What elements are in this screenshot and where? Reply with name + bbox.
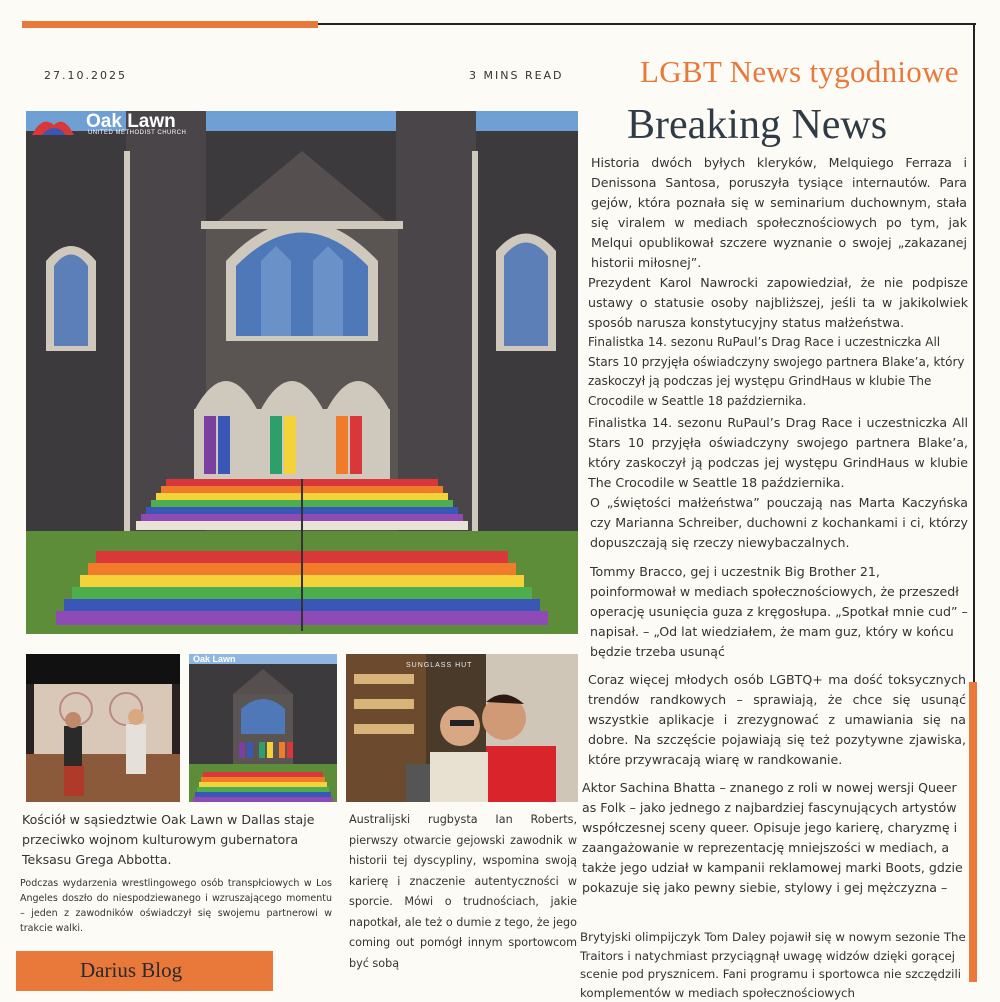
article-7: Coraz więcej młodych osób LGBTQ+ ma dość toksycznych trendów randkowych – sprawiają, że chce się usunąć wszystkie aplikacje i zrezygnować z umawiania się na dobre. Na szczęście pojawiają się też pozytywne zjawiska, które przywracają wiarę w randkowanie. <box>588 672 966 767</box>
thumbnail-church-sign: Oak Lawn <box>193 654 236 664</box>
read-time: 3 MINS READ <box>469 69 564 82</box>
store-sign: SUNGLASS HUT <box>406 662 473 669</box>
church-logo-icon <box>28 113 78 137</box>
page-headline: Breaking News <box>627 102 888 148</box>
caption-rugby: Australijski rugbysta Ian Roberts, pierwszy otwarcie gejowski zawodnik w historii tej dyscypliny, wspomina swoją karierę i znaczenie autentyczności w sporcie. Mówi o trudnościach, jakie napotkał, ale też o dumie z tego, że jego coming out pomógł innym sportowcom być sobą <box>349 813 577 970</box>
brand-title: LGBT News tygodniowe <box>640 54 959 89</box>
church-sign-subtitle: UNITED METHODIST CHURCH <box>88 130 187 136</box>
article-1: Historia dwóch byłych kleryków, Melquiego Ferraza i Denissona Santosa, poruszyła tysiące internautów. Para gejów, która poznała się w seminarium duchownym, stała się viralem w mediach społecznościowych po tym, jak Melqui opublikował szczere wyznanie o swojej „zakazanej historii miłosnej”. <box>591 155 967 270</box>
caption-wrestling: Podczas wydarzenia wrestlingowego osób transpłciowych w Los Angeles doszło do niespodziewanego i wzruszającego momentu – jeden z zawodników oświadczył się swojemu partnerowi w trakcie walki. <box>20 878 332 934</box>
article-2: Prezydent Karol Nawrocki zapowiedział, że nie podpisze ustawy o statusie osoby najbliższej, jeśli ta w jakikolwiek sposób narusza konstytucyjny status małżeństwa. <box>588 275 968 330</box>
article-6: Tommy Bracco, gej i uczestnik Big Brother 21, poinformował w mediach społecznościowych, że przeszedł operację usunięcia guza z kręgosłupa. „Spotkał mnie cud” – napisał. – „Od lat wiedziałem, że mam guz, który w końcu będzie trzeba usunąć <box>590 564 968 659</box>
church-thumbnail-photo <box>189 654 337 802</box>
article-5: O „świętości małżeństwa” pouczają nas Marta Kaczyńska czy Marianna Schreiber, duchowni z kochankami i ci, którzy dopuszczają się rzeczy niewybaczalnych. <box>590 495 968 550</box>
side-accent-bar <box>969 682 977 982</box>
article-4: Finalistka 14. sezonu RuPaul’s Drag Race i uczestniczka All Stars 10 przyjęła oświadczyny swojego partnera Blake’a, który zaskoczył ją podczas jej występu GrindHaus w klubie The Crocodile w Seattle 18 października. <box>588 415 968 490</box>
couple-photo <box>346 654 578 802</box>
church-sign: Oak Lawn <box>86 111 176 132</box>
article-9: Brytyjski olimpijczyk Tom Daley pojawił się w nowym sezonie The Traitors i natychmiast przyciągnął uwagę widzów dzięki gorącej scenie pod prysznicem. Fani programu i sportowca nie szczędzili komplementów w mediach społecznościowych <box>580 930 966 1000</box>
caption-church: Kościół w sąsiedztwie Oak Lawn w Dallas staje przeciwko wojnom kulturowym gubernatora Teksasu Grega Abbotta. <box>22 812 315 867</box>
top-accent-bar <box>22 21 318 28</box>
article-3: Finalistka 14. sezonu RuPaul’s Drag Race i uczestniczka All Stars 10 przyjęła oświadczyny swojego partnera Blake’a, który zaskoczył ją podczas jej występu GrindHaus w klubie The Crocodile w Seattle 18 października. <box>588 335 965 408</box>
article-8: Aktor Sachina Bhatta – znanego z roli w nowej wersji Queer as Folk – jako jednego z najbardziej fascynujących artystów współczesnej sceny queer. Opisuje jego karierę, charyzmę i zaangażowanie w reprezentację mniejszości w mediach, a także jego udział w kampanii reklamowej marki Boots, gdzie pokazuje się jako pewny siebie, stylowy i gej mężczyzna – <box>582 780 963 895</box>
wrestling-photo <box>26 654 180 802</box>
blog-name: Darius Blog <box>80 958 183 982</box>
top-rule <box>318 23 976 25</box>
issue-date: 27.10.2025 <box>44 69 127 82</box>
main-church-photo <box>26 111 578 634</box>
